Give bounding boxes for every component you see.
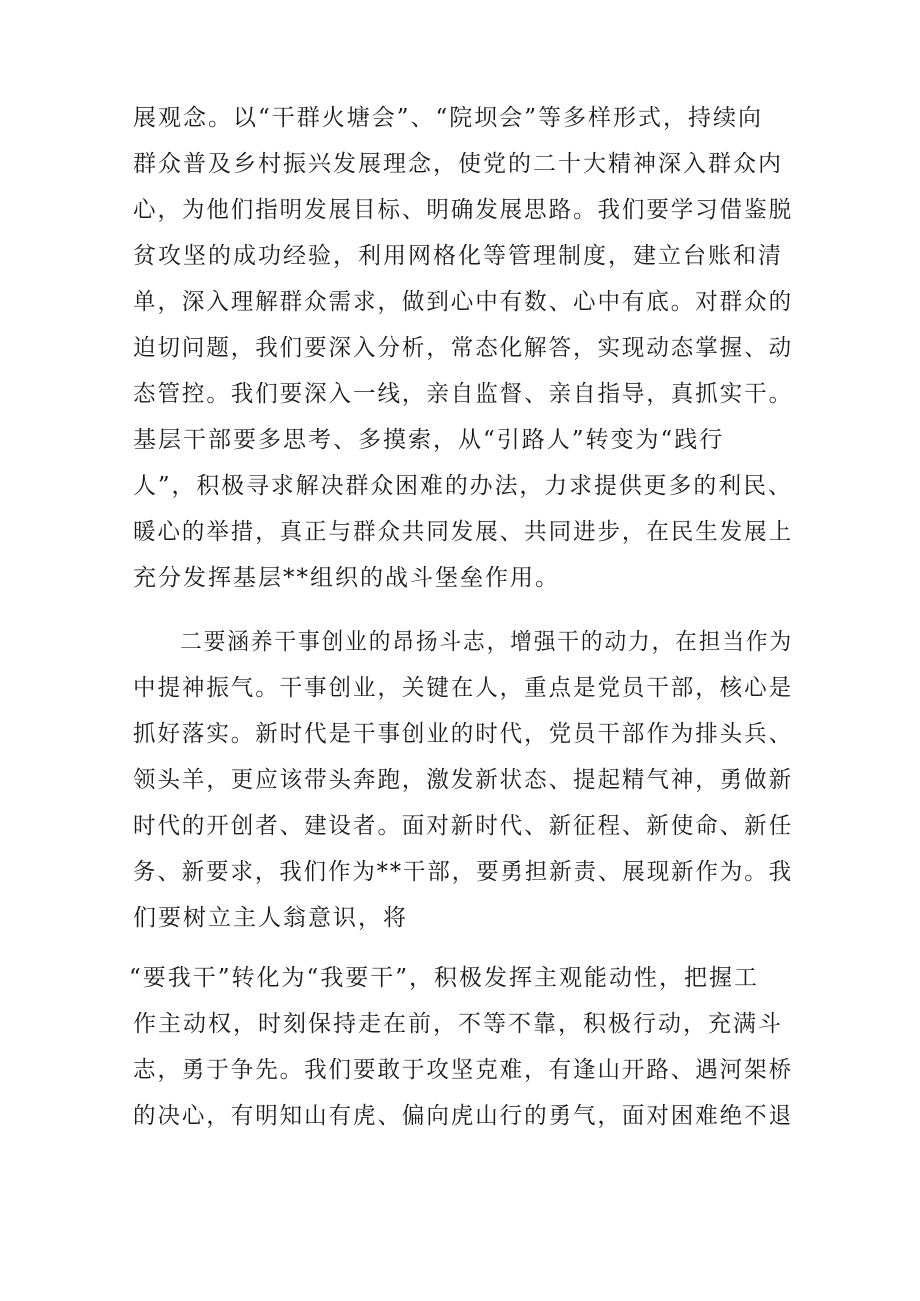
text-line: 迫切问题，我们要深入分析，常态化解答，实现动态掌握、动 bbox=[133, 335, 794, 361]
text-line: 的决心，有明知山有虎、偏向虎山行的勇气，面对困难绝不退 bbox=[133, 1103, 794, 1129]
text-line: 领头羊，更应该带头奔跑，激发新状态、提起精气神，勇做新 bbox=[133, 767, 794, 793]
text-line: 态管控。我们要深入一线，亲自监督、亲自指导，真抓实干。 bbox=[133, 381, 794, 407]
text-line: 中提神振气。干事创业，关键在人，重点是党员干部，核心是 bbox=[133, 675, 794, 701]
text-line: 单，深入理解群众需求，做到心中有数、心中有底。对群众的 bbox=[133, 289, 794, 315]
text-line: “要我干”转化为“我要干”，积极发挥主观能动性，把握工 bbox=[129, 965, 760, 991]
text-line: 暖心的举措，真正与群众共同发展、共同进步，在民生发展上 bbox=[133, 519, 794, 545]
text-line: 抓好落实。新时代是干事创业的时代，党员干部作为排头兵、 bbox=[133, 721, 794, 747]
text-line: 贫攻坚的成功经验，利用网格化等管理制度，建立台账和清 bbox=[133, 243, 783, 269]
text-line: 二要涵养干事创业的昂扬斗志，增强干的动力，在担当作为 bbox=[133, 629, 794, 655]
text-line: 作主动权，时刻保持走在前，不等不靠，积极行动，充满斗 bbox=[133, 1011, 783, 1037]
text-line: 群众普及乡村振兴发展理念，使党的二十大精神深入群众内 bbox=[133, 151, 783, 177]
text-line: 基层干部要多思考、多摸索，从“引路人”转变为“践行 bbox=[133, 427, 725, 453]
text-line: 心，为他们指明发展目标、明确发展思路。我们要学习借鉴脱 bbox=[133, 197, 794, 223]
text-line: 人”，积极寻求解决群众困难的办法，力求提供更多的利民、 bbox=[133, 473, 793, 499]
text-line: 务、新要求，我们作为**干部，要勇担新责、展现新作为。我 bbox=[133, 859, 794, 885]
text-line: 充分发挥基层**组织的战斗堡垒作用。 bbox=[133, 565, 560, 591]
text-line: 时代的开创者、建设者。面对新时代、新征程、新使命、新任 bbox=[133, 813, 794, 839]
text-line: 们要树立主人翁意识，将 bbox=[133, 905, 408, 931]
text-line: 志，勇于争先。我们要敢于攻坚克难，有逢山开路、遇河架桥 bbox=[133, 1057, 794, 1083]
text-line: 展观念。以“干群火塘会”、“院坝会”等多样形式，持续向 bbox=[133, 105, 764, 131]
